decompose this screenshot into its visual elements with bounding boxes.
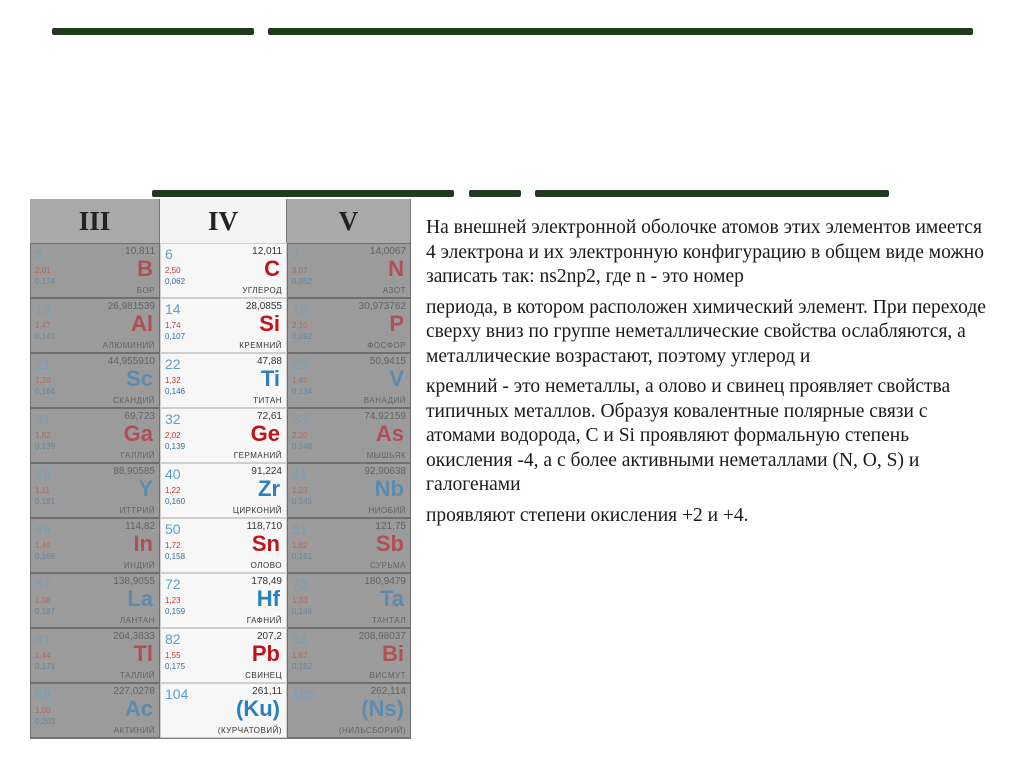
element-name: АЛЮМИНИЙ	[102, 341, 155, 350]
element-number: 6	[165, 246, 173, 262]
element-symbol: Ta	[379, 586, 404, 611]
element-mass: 26,981539	[107, 301, 155, 312]
element-radius: 0,164	[35, 387, 56, 396]
element-mass: 12,011	[252, 246, 282, 257]
element-electronegativity: 1,00	[35, 706, 51, 715]
element-cell	[287, 243, 411, 298]
element-symbol: (Ns)	[361, 696, 404, 721]
subtitle-bar-left	[152, 190, 454, 197]
element-name: ФОСФОР	[367, 341, 406, 350]
element-mass: 114,82	[125, 521, 155, 532]
element-mass: 91,224	[251, 466, 282, 477]
element-number: 39	[35, 466, 51, 482]
element-mass: 204,3833	[113, 631, 155, 642]
element-symbol: Sc	[126, 366, 153, 391]
title-bar-right	[268, 28, 973, 35]
element-cell	[287, 298, 411, 353]
element-name: ИНДИЙ	[124, 561, 155, 570]
element-number: 23	[292, 356, 308, 372]
element-number: 89	[35, 686, 51, 702]
element-cell	[160, 353, 287, 408]
element-symbol: La	[127, 586, 153, 611]
element-name: ТИТАН	[253, 396, 282, 405]
element-symbol: Al	[131, 311, 153, 336]
element-electronegativity: 1,45	[292, 376, 308, 385]
paragraph-1: На внешней электронной оболочке атомов этих элементов имеется 4 электрона и их электронную конфигурацию в общем виде можно записать так: ns2np2, где n - это номер	[426, 217, 984, 287]
element-name: ВАНАДИЙ	[363, 396, 406, 405]
subtitle-bar-middle	[469, 190, 521, 197]
element-symbol: As	[375, 421, 404, 446]
element-symbol: B	[137, 256, 153, 281]
periodic-table-fragment	[30, 199, 411, 739]
element-cell	[160, 573, 287, 628]
element-radius: 0,139	[35, 442, 56, 451]
element-radius: 0,143	[35, 332, 56, 341]
element-radius: 0,052	[292, 277, 313, 286]
element-number: 14	[165, 301, 181, 317]
element-radius: 0,166	[35, 552, 56, 561]
element-cell	[30, 408, 160, 463]
element-number: 33	[292, 411, 308, 427]
element-name: ГАЛЛИЙ	[120, 451, 155, 460]
element-number: 82	[165, 631, 181, 647]
element-mass: 30,973762	[358, 301, 406, 312]
element-number: 49	[35, 521, 51, 537]
element-mass: 227,0278	[113, 686, 155, 697]
element-name: АКТИНИЙ	[113, 726, 155, 735]
element-symbol: N	[388, 256, 404, 281]
element-symbol: Hf	[256, 586, 280, 611]
element-name: УГЛЕРОД	[242, 286, 282, 295]
element-mass: 50,9415	[369, 356, 406, 367]
element-number: 105	[292, 686, 316, 702]
element-name: ЦИРКОНИЙ	[232, 506, 282, 515]
element-electronegativity: 2,20	[292, 431, 308, 440]
element-electronegativity: 1,47	[35, 321, 51, 330]
element-radius: 0,181	[35, 497, 56, 506]
element-symbol: V	[389, 366, 404, 391]
element-radius: 0,146	[165, 387, 186, 396]
element-number: 50	[165, 521, 181, 537]
element-symbol: (Ku)	[236, 696, 280, 721]
element-electronegativity: 1,23	[165, 596, 181, 605]
slide-body-text	[426, 216, 986, 528]
element-symbol: Zr	[258, 476, 280, 501]
group-header-iii: III	[30, 199, 160, 243]
paragraph-4: проявляют степени окисления +2 и +4.	[426, 504, 749, 526]
element-radius: 0,175	[165, 662, 186, 671]
element-radius: 0,203	[35, 717, 56, 726]
element-electronegativity: 2,50	[165, 266, 181, 275]
subtitle-bar-right	[535, 190, 889, 197]
element-cell	[30, 628, 160, 683]
element-electronegativity: 1,32	[165, 376, 181, 385]
element-number: 40	[165, 466, 181, 482]
element-mass: 261,11	[252, 686, 282, 697]
element-cell	[287, 628, 411, 683]
element-radius: 0,139	[165, 442, 186, 451]
paragraph-2: периода, в котором расположен химический элемент. При переходе сверху вниз по группе неметаллические свойства ослабляются, а металлические возрастают, поэтому углерод и	[426, 296, 986, 367]
element-number: 31	[35, 411, 51, 427]
element-electronegativity: 1,82	[292, 541, 308, 550]
element-mass: 74,92159	[364, 411, 406, 422]
element-name: АЗОТ	[382, 286, 406, 295]
element-name: БОР	[136, 286, 155, 295]
element-cell	[160, 298, 287, 353]
element-cell	[30, 243, 160, 298]
element-number: 22	[165, 356, 181, 372]
element-number: 41	[292, 466, 308, 482]
element-symbol: Ac	[124, 696, 153, 721]
element-electronegativity: 2,02	[165, 431, 181, 440]
element-radius: 0,148	[292, 442, 313, 451]
element-radius: 0,062	[165, 277, 186, 286]
element-electronegativity: 1,20	[35, 376, 51, 385]
element-electronegativity: 1,72	[165, 541, 181, 550]
element-radius: 0,161	[292, 552, 313, 561]
element-mass: 88,90585	[113, 466, 155, 477]
element-cell	[287, 353, 411, 408]
element-name: МЫШЬЯК	[366, 451, 406, 460]
element-cell	[160, 463, 287, 518]
element-radius: 0,187	[35, 607, 56, 616]
element-electronegativity: 1,55	[165, 651, 181, 660]
element-electronegativity: 1,08	[35, 596, 51, 605]
element-cell	[30, 573, 160, 628]
element-mass: 44,955910	[107, 356, 155, 367]
element-electronegativity: 1,49	[35, 541, 51, 550]
element-cell	[30, 518, 160, 573]
element-symbol: Sb	[375, 531, 404, 556]
element-mass: 69,723	[124, 411, 155, 422]
element-name: ИТТРИЙ	[119, 506, 155, 515]
element-radius: 0,145	[292, 497, 313, 506]
element-number: 83	[292, 631, 308, 647]
element-radius: 0,160	[165, 497, 186, 506]
element-name: СКАНДИЙ	[113, 396, 155, 405]
element-electronegativity: 2,01	[35, 266, 51, 275]
element-number: 21	[35, 356, 51, 372]
element-cell	[287, 518, 411, 573]
element-name: СУРЬМА	[369, 561, 406, 570]
element-mass: 121,75	[375, 521, 406, 532]
element-symbol: Y	[138, 476, 153, 501]
element-symbol: Pb	[251, 641, 280, 666]
element-mass: 47,88	[256, 356, 282, 367]
element-cell	[160, 408, 287, 463]
element-mass: 92,90638	[364, 466, 406, 477]
element-name: ВИСМУТ	[369, 671, 406, 680]
element-name: НИОБИЙ	[368, 506, 406, 515]
element-radius: 0,146	[292, 607, 313, 616]
element-cell	[287, 573, 411, 628]
element-radius: 0,134	[292, 387, 313, 396]
element-mass: 207,2	[256, 631, 282, 642]
element-name: ГЕРМАНИЙ	[233, 451, 282, 460]
element-radius: 0,159	[165, 607, 186, 616]
element-cell	[160, 683, 287, 738]
element-name: (КУРЧАТОВИЙ)	[217, 726, 282, 735]
element-name: ГАФНИЙ	[246, 616, 282, 625]
element-electronegativity: 1,67	[292, 651, 308, 660]
element-number: 57	[35, 576, 51, 592]
element-electronegativity: 1,44	[35, 651, 51, 660]
element-cell	[30, 298, 160, 353]
element-mass: 10,811	[125, 246, 155, 257]
element-radius: 0,182	[292, 662, 313, 671]
element-number: 73	[292, 576, 308, 592]
element-number: 5	[35, 246, 43, 262]
element-symbol: Ge	[250, 421, 280, 446]
element-electronegativity: 1,22	[165, 486, 181, 495]
element-cell	[287, 408, 411, 463]
element-radius: 0,171	[35, 662, 56, 671]
element-cell	[30, 683, 160, 738]
element-electronegativity: 3,07	[292, 266, 308, 275]
element-name: ОЛОВО	[250, 561, 282, 570]
element-symbol: Ga	[123, 421, 153, 446]
element-radius: 0,092	[292, 332, 313, 341]
element-cell	[30, 353, 160, 408]
element-mass: 180,9479	[364, 576, 406, 587]
element-symbol: C	[264, 256, 280, 281]
element-number: 13	[35, 301, 51, 317]
element-symbol: Sn	[251, 531, 280, 556]
element-number: 7	[292, 246, 300, 262]
element-number: 81	[35, 631, 51, 647]
element-radius: 0,158	[165, 552, 186, 561]
element-mass: 118,710	[246, 521, 282, 532]
element-mass: 72,61	[256, 411, 282, 422]
element-cell	[160, 518, 287, 573]
element-mass: 14,0067	[369, 246, 406, 257]
element-cell	[30, 463, 160, 518]
element-symbol: Ti	[260, 366, 280, 391]
element-electronegativity: 1,82	[35, 431, 51, 440]
element-name: (НИЛЬСБОРИЙ)	[338, 726, 406, 735]
element-cell	[160, 243, 287, 298]
element-number: 51	[292, 521, 308, 537]
element-symbol: Tl	[133, 641, 153, 666]
element-symbol: P	[389, 311, 404, 336]
element-number: 32	[165, 411, 181, 427]
element-symbol: Si	[259, 311, 280, 336]
element-electronegativity: 1,23	[292, 486, 308, 495]
element-radius: 0,174	[35, 277, 56, 286]
element-symbol: Nb	[374, 476, 404, 501]
paragraph-3: кремний - это неметаллы, а олово и свинец проявляет свойства типичных металлов. Образуя ковалентные полярные связи с атомами водорода, C и Si проявляют формальную степень окисления -4, а с более активными неметаллами (N, O, S) и галогенами	[426, 376, 951, 495]
element-mass: 262,114	[370, 686, 406, 697]
element-mass: 138,9055	[113, 576, 155, 587]
element-electronegativity: 2,10	[292, 321, 308, 330]
element-cell	[160, 628, 287, 683]
group-header-v: V	[287, 199, 411, 243]
element-number: 104	[165, 686, 189, 702]
element-name: КРЕМНИЙ	[239, 341, 282, 350]
element-radius: 0,107	[165, 332, 186, 341]
element-name: ТАНТАЛ	[371, 616, 406, 625]
element-symbol: In	[133, 531, 153, 556]
element-mass: 178,49	[251, 576, 282, 587]
element-number: 15	[292, 301, 308, 317]
element-electronegativity: 1,11	[35, 486, 50, 495]
element-cell	[287, 683, 411, 738]
title-bar-left	[52, 28, 254, 35]
element-symbol: Bi	[382, 641, 404, 666]
element-mass: 28,0855	[245, 301, 282, 312]
group-header-iv: IV	[160, 199, 287, 243]
element-cell	[287, 463, 411, 518]
element-mass: 208,98037	[358, 631, 406, 642]
element-name: ЛАНТАН	[119, 616, 155, 625]
element-name: ТАЛЛИЙ	[119, 671, 155, 680]
element-electronegativity: 1,74	[165, 321, 181, 330]
element-number: 72	[165, 576, 181, 592]
element-name: СВИНЕЦ	[245, 671, 282, 680]
element-electronegativity: 1,33	[292, 596, 308, 605]
